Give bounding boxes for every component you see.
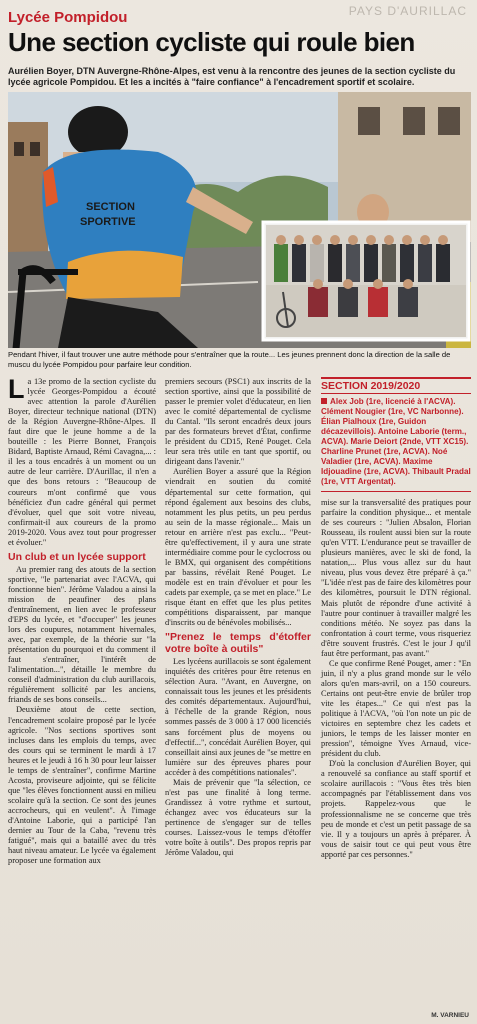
article-column-3: [321, 377, 471, 860]
paragraph: premiers secours (PSC1) aux inscrits de la section sportive, ainsi que la possibilité de passer le premier volet d'éducateur, en lien avec le comité départemental de cyclisme du Cantal. "Ils seront encadrés deux jours par des formateurs brevet d'État, confirme le président du CD15, René Pouget. Cela leur sera très utile en tant que sportif, ou dirigeant dans l'avenir.": [165, 377, 311, 467]
standfirst: Aurélien Boyer, DTN Auvergne-Rhône-Alpes, est venu à la rencontre des jeunes de la section cycliste du lycée agricole Pompidou. Et les a incités à "faire confiance" à l'encadrement sportif et scolaire.: [8, 66, 456, 87]
author-signature: M. VARNIEU: [431, 1012, 469, 1019]
paragraph: [8, 374, 156, 548]
paragraph: Aurélien Boyer a assuré que la Région viendrait en soutien du comité départemental sur cette formation, qui répond également aux besoins des clubs, notamment les plus petits, un peu perdus au sein de la masse régionale... Mais un retour en arrière n'est pas exclu... "Peut-être qu'effectivement, il y aura une strate intermédiaire comme pour le cyclocross ou le BMX, qui organisent des compétitions par bassins, révélait René Pouget. Le modèle est en train d'évoluer et pour les cadets par exemple, ça se met en place." Le risque étant en effet que les plus petites compétitions disparaissent, par manque d'inscrits ou de bénévoles mobilisés...: [165, 467, 311, 628]
paragraph: Deuxième atout de cette section, l'encadrement scolaire proposé par le lycée agricole. "Nos sections sportives sont incluses dans les emplois du temps, avec des cours qui se terminent le mardi à 17 heures et le jeudi à 16 h 30 pour leur laisser le temps de s'entraîner", confirme Martine Acosta, proviseure adjointe, qui se félicite que "les élèves fonctionnent aussi en milieu scolaire qu'à la section. Ce sont des jeunes accrocheurs, qui en veulent". À l'image d'Antoine Laborie, qui a participé l'an dernier au Tour de la Caba, "revenu très fatigué", mais qui a bataillé avec du très haut niveau amateur. Le lycée va également proposer une formation aux: [8, 705, 156, 866]
paragraph: D'où la conclusion d'Aurélien Boyer, qui a renouvelé sa confiance au staff sportif et scolaire aurillacois : "Vous êtes très bien accompagnés par l'établissement dans vos projets. Rappelez-vous que le professionnalisme ne se concerne que très peu de monde et c'est un petit passage de sa vie. Il y a toujours un après à préparer. À vous de saisir tout ce qui peut vous être apporté par ces personnes.": [321, 759, 471, 859]
photo-caption: Pendant l'hiver, il faut trouver une autre méthode pour s'entraîner que la route... Les jeunes prennent donc la direction de la salle de muscu du lycée Pompidou pour parfaire leur condition.: [8, 350, 451, 369]
article-column-2: [165, 377, 311, 858]
jersey-text-line1: SECTION: [86, 201, 135, 213]
paragraph-text: a 13e promo de la section cycliste du lycée Georges-Pompidou a écouté avec attention la parole d'Aurélien Boyer, directeur technique national (DTN) de la Région Auvergne-Rhône-Alpes. Il faut dire que le jeune homme a de la bouteille : les Pierre Bonnet, François Bidard, Baptiste Arnaud, Rémi Cavagna,... : il les a tous encadrés à un moment ou un autre de leur carrière. D'Aurillac, il n'en a que des bons retours : "Beaucoup de coureurs m'ont confirmé que vous bénéficiez d'un cadre général qui permet d'évoluer, quel que soit votre niveau, confirmait-il aux coureurs de la promo 2019-2020. Vous avez tout pour progresser et évoluer.": [8, 377, 156, 547]
article-photo: [8, 92, 471, 348]
drop-cap: L: [8, 374, 25, 404]
paragraph: Mais de prévenir que "la sélection, ce n'est pas une finalité à long terme. Grandissez à votre rythme et surtout, échangez avec vos éducateurs sur la pertinence de s'engager sur de telles courses. Laissez-vous le temps d'étoffer votre boîte à outils". Des propos repris par Jérôme Valadou, qui: [165, 777, 311, 858]
sidebar-title: SECTION 2019/2020: [321, 377, 471, 394]
roster-text: Alex Job (1re, licencié à l'ACVA). Clément Nougier (1re, VC Narbonne). Élian Pialhoux (1re, Guidon décazevillois). Antoine Laborie (term., ACVA). Marie Deiort (2nde, VTT XC15). Charline Prunet (1re, ACVA). Noé Valadier (1re, ACVA). Maxime Idjouadine (1re, ACVA). Thibault Pradal (1re, VTT Argentat).: [321, 397, 471, 487]
bullet-icon: [321, 398, 327, 404]
paragraph: Ce que confirme René Pouget, amer : "En juin, il n'y a plus grand monde sur le vélo alors qu'en mars-avril, on a 150 coureurs. Certains ont peut-être envie de brûler trop vite les étapes..." Ce qui n'est pas la politique à l'ACVA, "où l'on note un pic de victoires en septembre chez les cadets et juniors, le temps de les laisser monter en pression", témoigne Yves Arnaud, vice-président du club.: [321, 658, 471, 759]
paragraph: Au premier rang des atouts de la section sportive, "le partenariat avec l'ACVA, qui fonctionne bien". Jérôme Valadou a ainsi la mission de peaufiner des plans d'entraînement, en lien avec le professeur d'EPS du lycée, et "d'occuper" les jeunes lors des coupures, notamment hivernales, avec, par exemple, de la théorie sur "la présentation du pourquoi et du comment il faut s'entraîner, l'intérêt de l'alimentation...", détaille le membre du conseil d'administration du club aurillacois, régulièrement sollicité par les anciens, friands de ses bons conseils...: [8, 564, 156, 705]
jersey-text-line2: SPORTIVE: [80, 216, 136, 228]
subheading: Un club et un lycée support: [8, 550, 146, 563]
photo-illustration: [8, 92, 471, 348]
sidebar-roster: [321, 397, 471, 492]
subheading: "Prenez le temps d'étoffer votre boîte à outils": [165, 631, 311, 656]
headline: Une section cycliste qui roule bien: [8, 27, 415, 57]
ghost-heading: PAYS D'AURILLAC: [348, 4, 467, 18]
article-column-1: [8, 374, 156, 866]
paragraph: mise sur la transversalité des pratiques pour parfaire la condition physique... et mentale de ses coureurs : "Julien Absalon, Florian Rousseau, ils roulent aussi bien sur la route qu'en VTT. L'endurance peut se travailler de plusieurs manières, avec le ski de fond, la natation,... Plus vous allez sur du haut niveau, plus vous devez être préparé à ça." "L'idée n'est pas de faire des kilomètres pour des kilomètres, poursuit le DTN régional. Mais plutôt de répondre d'une activité à l'autre pour continuer à travailler malgré les conditions météo. Ne soyez pas dans la confrontation à court terme, vous risqueriez d'être souvent frustrés. C'est le jour J qu'il faut être performant, pas avant.": [321, 498, 471, 658]
section-kicker: Lycée Pompidou: [8, 9, 128, 26]
paragraph: Les lycéens aurillacois se sont également inquiétés des critères pour être retenus en sélection Aura. "Avant, en Auvergne, on connaissait tous les jeunes et les présidents des comités départementaux. Aujourd'hui, à l'échelle de la grande Région, nous sommes passés de 3 000 à 17 000 licenciés sans forcément plus de moyens ou d'effectif...", concédait Aurélien Boyer, qui conseillait ainsi aux jeunes de "se mettre en lumière sur des épreuves phares pour accéder à des compétitions nationales".: [165, 657, 311, 777]
